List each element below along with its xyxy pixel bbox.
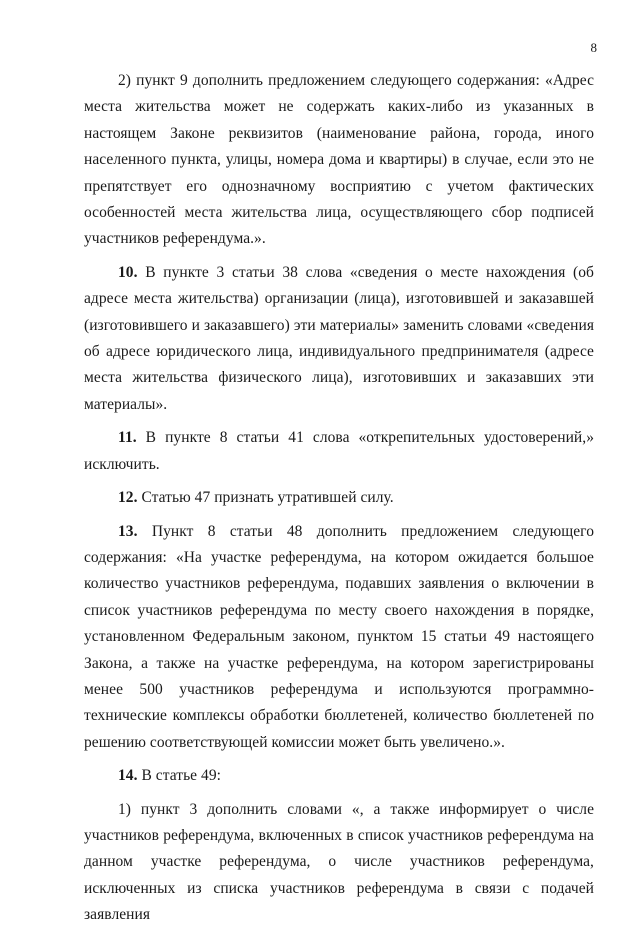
paragraph-text: 1) пункт 3 дополнить словами «, а также информирует о числе участников референдума, включенных в список участников референдума на данном участке референдума, о числе участников референдума, исключенных из списка участников референдума в связи с подачей заявления <box>84 800 594 924</box>
page-number: 8 <box>590 40 597 55</box>
paragraph-text: Пункт 8 статьи 48 дополнить предложением следующего содержания: «На участке референдума, на котором ожидается большое количество участников референдума, подавших заявления о включении в список участников референдума по месту своего нахождения в порядке, установленном Федеральным законом, пунктом 15 статьи 49 настоящего Закона, а также на участке референдума, на котором зарегистрированы менее 500 участников референдума и используются программно-технические комплексы обработки бюллетеней, количество бюллетеней по решению соответствующей комиссии может быть увеличено.». <box>84 522 594 751</box>
section-number: 12. <box>118 489 138 507</box>
section-number: 14. <box>118 767 138 785</box>
section-number: 11. <box>118 429 137 447</box>
paragraph-section-11 <box>84 425 594 478</box>
paragraph-item-2 <box>84 68 594 253</box>
paragraph-text: В пункте 3 статьи 38 слова «сведения о месте нахождения (об адресе места жительства) организации (лица), изготовившей и заказавшей (изготовившего и заказавшего) эти материалы» заменить словами «сведения об адресе юридического лица, индивидуального предпринимателя (адресе места жительства физического лица), изготовивших и заказавших эти материалы». <box>84 263 594 413</box>
paragraph-text: В пункте 8 статьи 41 слова «открепительных удостоверений,» исключить. <box>84 429 594 473</box>
document-body <box>84 68 594 929</box>
paragraph-item-1 <box>84 797 594 929</box>
paragraph-section-10 <box>84 260 594 418</box>
paragraph-section-12 <box>84 485 594 511</box>
paragraph-text: Статью 47 признать утратившей силу. <box>137 489 394 507</box>
paragraph-text: 2) пункт 9 дополнить предложением следующего содержания: «Адрес места жительства может не содержать каких-либо из указанных в настоящем Законе реквизитов (наименование района, города, иного населенного пункта, улицы, номера дома и квартиры) в случае, если это не препятствует его однозначному восприятию с учетом фактических особенностей места жительства лица, осуществляющего сбор подписей участников референдума.». <box>84 72 594 248</box>
paragraph-section-13 <box>84 519 594 757</box>
paragraph-text: В статье 49: <box>137 767 221 785</box>
paragraph-section-14 <box>84 763 594 789</box>
section-number: 10. <box>118 263 138 281</box>
section-number: 13. <box>118 522 138 540</box>
